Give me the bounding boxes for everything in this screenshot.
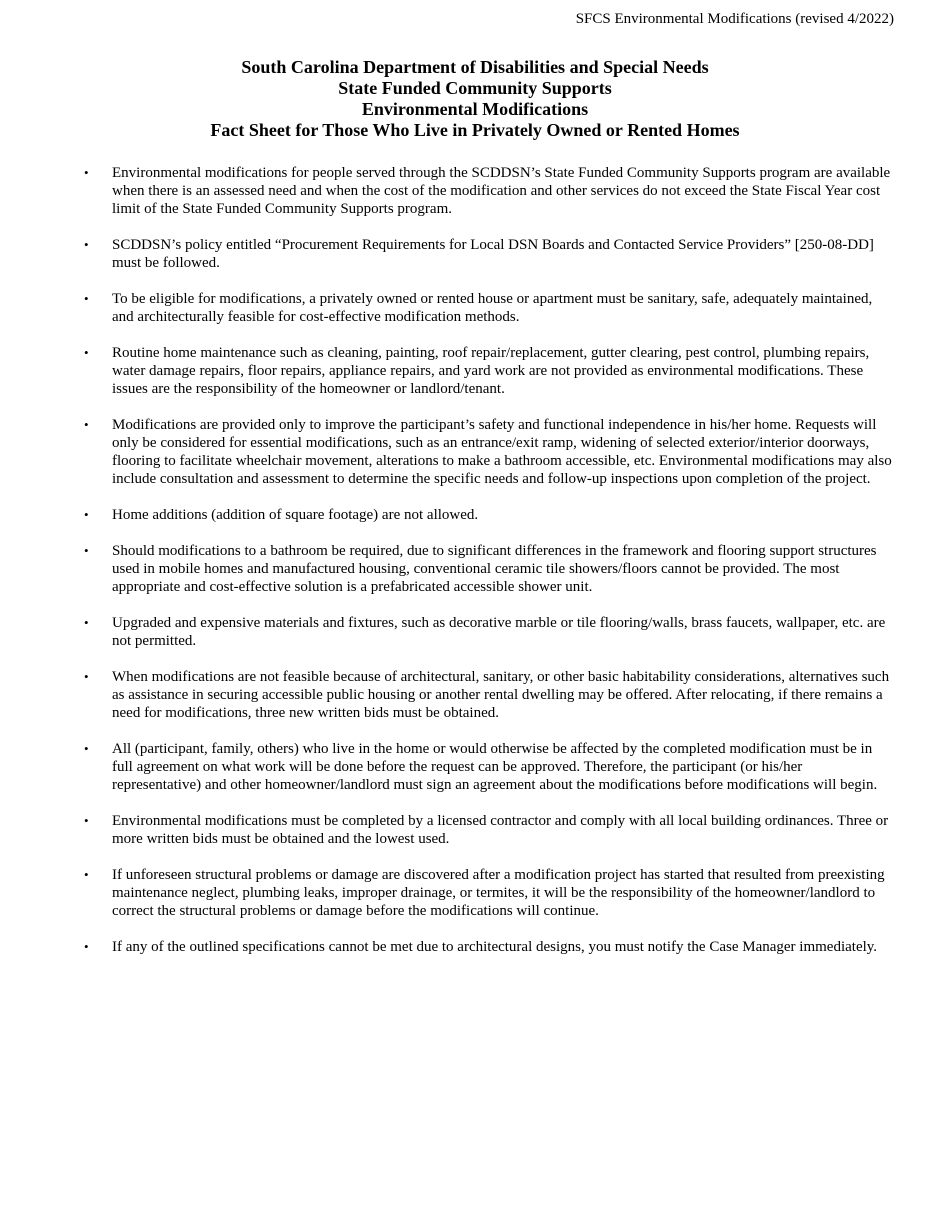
bullet-icon: • xyxy=(84,417,89,432)
bullet-icon: • xyxy=(84,165,89,180)
fact-item-eligibility xyxy=(0,290,950,326)
bullet-icon: • xyxy=(84,543,89,558)
fact-item-cost-limit xyxy=(0,164,950,218)
fact-text: Environmental modifications must be completed by a licensed contractor and comply with all local building ordinances. Three or more written bids must be obtained and the lowest used. xyxy=(112,813,889,847)
fact-item-bathroom xyxy=(0,542,950,596)
bullet-icon: • xyxy=(84,867,89,882)
fact-text: Modifications are provided only to improve the participant’s safety and functional independence in his/her home. Requests will only be considered for essential modifications, such as an entrance/exit ramp, widening of selected exterior/interior doorways, flooring to facilitate wheelchair movement, alterations to make a bathroom accessible, etc. Environmental modifications may also include consultation and assessment to determine the specific needs and follow-up inspections upon completion of the project. xyxy=(112,417,892,487)
fact-text: If any of the outlined specifications cannot be met due to architectural designs, you must notify the Case Manager immediately. xyxy=(112,939,878,955)
bullet-icon: • xyxy=(84,669,89,684)
fact-text: Upgraded and expensive materials and fixtures, such as decorative marble or tile flooring/walls, brass faucets, wallpaper, etc. are not permitted. xyxy=(112,615,886,649)
fact-text: To be eligible for modifications, a privately owned or rented house or apartment must be sanitary, safe, adequately maintained, and architecturally feasible for cost-effective modification methods. xyxy=(112,291,873,325)
bullet-icon: • xyxy=(84,345,89,360)
fact-text: If unforeseen structural problems or damage are discovered after a modification project has started that resulted from preexisting maintenance neglect, plumbing leaks, improper drainage, or termites, it will be the responsibility of the homeowner/landlord to correct the structural problems or damage before the modifications will continue. xyxy=(112,867,885,919)
fact-item-licensed-contractor xyxy=(0,812,950,848)
fact-item-upgraded-materials xyxy=(0,614,950,650)
title-topic: Environmental Modifications xyxy=(361,99,589,119)
fact-item-structural-problems xyxy=(0,866,950,920)
fact-item-notify-case-manager xyxy=(0,938,950,956)
fact-list xyxy=(0,164,950,974)
bullet-icon: • xyxy=(84,507,89,522)
fact-item-routine-maintenance xyxy=(0,344,950,398)
fact-text: Home additions (addition of square footage) are not allowed. xyxy=(112,507,479,523)
fact-text: All (participant, family, others) who live in the home or would otherwise be affected by the completed modification must be in full agreement on what work will be done before the request can be approved. Therefore, the participant (or his/her representative) and other homeowner/landlord must sign an agreement about the modifications before modifications will begin. xyxy=(112,741,878,793)
title-program: State Funded Community Supports xyxy=(338,78,612,98)
bullet-icon: • xyxy=(84,813,89,828)
fact-text: Environmental modifications for people served through the SCDDSN’s State Funded Community Supports program are available when there is an assessed need and when the cost of the modification and other services do not exceed the State Fiscal Year cost limit of the State Funded Community Supports program. xyxy=(112,165,891,217)
revision-note: SFCS Environmental Modifications (revised 4/2022) xyxy=(575,11,894,27)
title-fact-sheet: Fact Sheet for Those Who Live in Privately Owned or Rented Homes xyxy=(210,120,740,140)
fact-item-essential-modifications xyxy=(0,416,950,488)
bullet-icon: • xyxy=(84,939,89,954)
bullet-icon: • xyxy=(84,291,89,306)
fact-item-agreement xyxy=(0,740,950,794)
fact-item-alternatives xyxy=(0,668,950,722)
fact-text: SCDDSN’s policy entitled “Procurement Requirements for Local DSN Boards and Contacted Service Providers” [250-08-DD] must be followed. xyxy=(112,237,874,271)
fact-text: Should modifications to a bathroom be required, due to significant differences in the framework and flooring support structures used in mobile homes and manufactured housing, conventional ceramic tile showers/floors cannot be provided. The most appropriate and cost-effective solution is a prefabricated accessible shower unit. xyxy=(112,543,877,595)
fact-text: When modifications are not feasible because of architectural, sanitary, or other basic habitability considerations, alternatives such as assistance in securing accessible public housing or another rental dwelling may be offered. After relocating, if there remains a need for modifications, three new written bids must be obtained. xyxy=(112,669,890,721)
document-title xyxy=(0,57,950,141)
fact-item-procurement-policy xyxy=(0,236,950,272)
fact-item-home-additions xyxy=(0,506,950,524)
bullet-icon: • xyxy=(84,741,89,756)
bullet-icon: • xyxy=(84,237,89,252)
bullet-icon: • xyxy=(84,615,89,630)
title-agency: South Carolina Department of Disabilities and Special Needs xyxy=(241,57,709,77)
fact-text: Routine home maintenance such as cleaning, painting, roof repair/replacement, gutter clearing, pest control, plumbing repairs, water damage repairs, floor repairs, appliance repairs, and yard work are not provided as environmental modifications. These issues are the responsibility of the homeowner or landlord/tenant. xyxy=(112,345,870,397)
